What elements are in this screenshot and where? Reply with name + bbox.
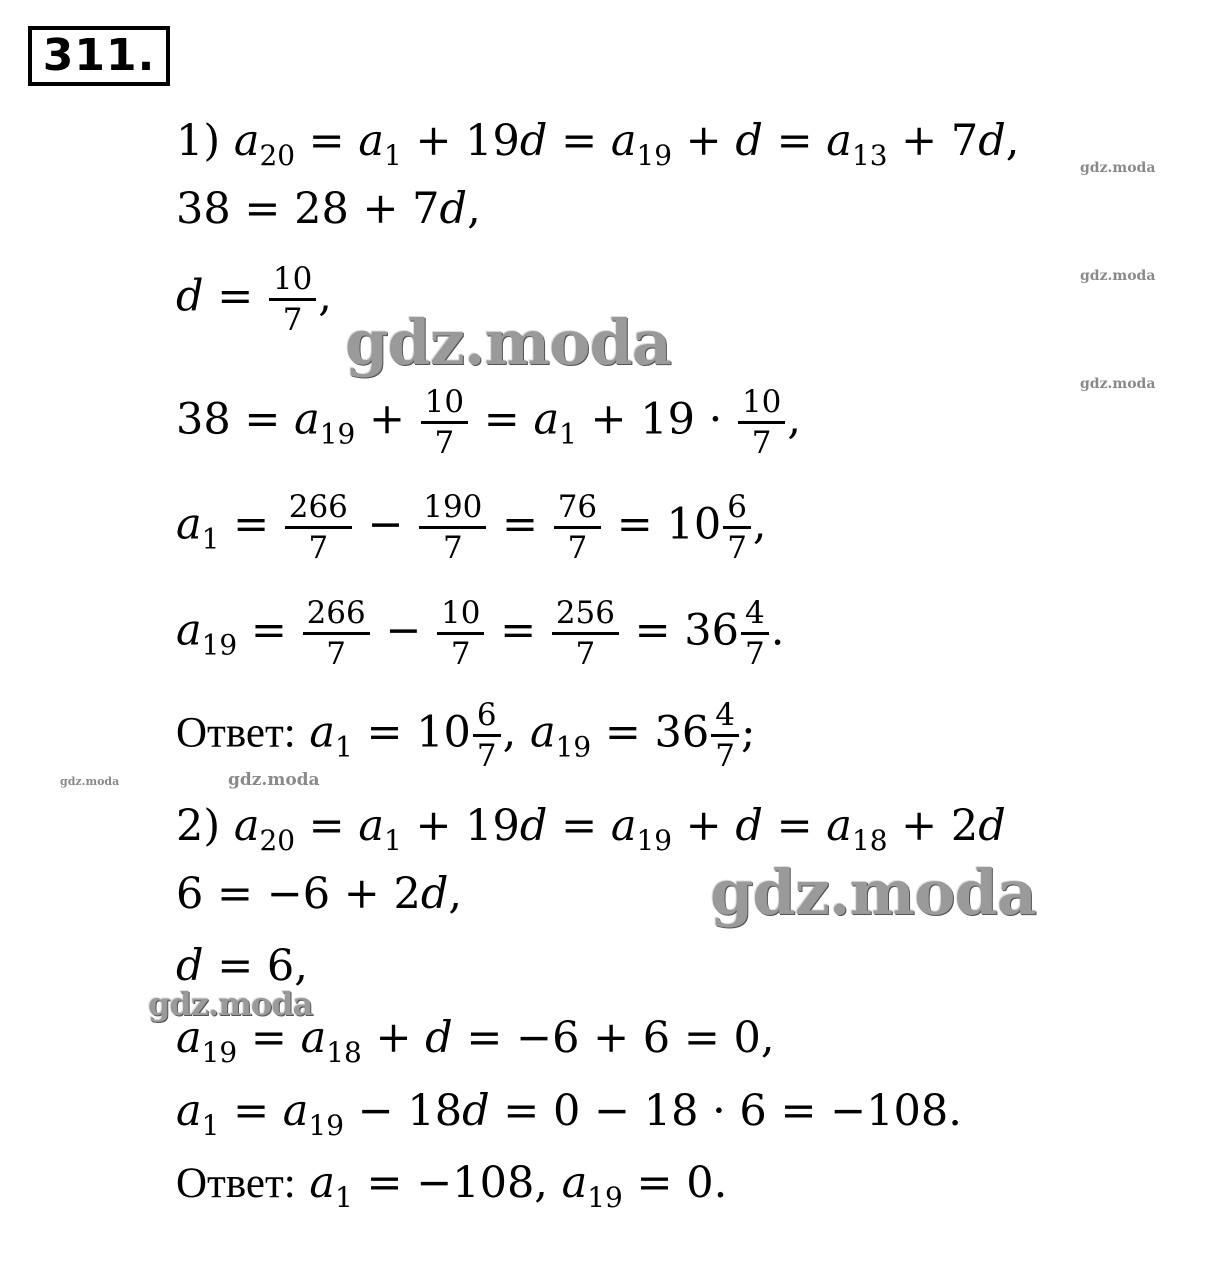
watermark-small: gdz.moda bbox=[228, 770, 320, 790]
part2-equation-3: d = 6, bbox=[176, 941, 308, 991]
part1-equation-4: $38 = a_{19}$ + $\frac{10}{7}$ = $a_1 + 19$ · $\frac{10}{7}$ , bbox=[176, 384, 802, 462]
problem-number-box bbox=[28, 26, 170, 86]
watermark-large: gdz.moda bbox=[710, 856, 1036, 929]
part1-equation-6: $a_{19}$ = $\frac{266}{7}$ − $\frac{10}{7}$ = $\frac{256}{7}$ = 36 $\frac{4}{7}$ . bbox=[176, 595, 785, 673]
problem-number: 311. bbox=[42, 30, 156, 81]
watermark-small: gdz.moda bbox=[1080, 376, 1156, 392]
watermark-small: gdz.moda bbox=[1080, 268, 1156, 284]
part2-equation-2: 6 = −6 + 2d, bbox=[176, 869, 463, 919]
watermark-medium: gdz.moda bbox=[148, 985, 313, 1023]
part2-equation-5: $a_1 = a_{19} - 18d = 0 - 18 \cdot 6 = -108$. bbox=[176, 1086, 962, 1142]
part2-answer: Ответ: $a_1 = -108$, $a_{19} = 0$. bbox=[176, 1158, 728, 1214]
part2-equation-1: 2) $a_{20} = a_1 + 19d = a_{19} + d = a_{18} + 2d$ bbox=[176, 801, 1006, 857]
part2-equation-4: $a_{19} = a_{18} + d = -6 + 6 = 0$, bbox=[176, 1013, 775, 1069]
watermark-small: gdz.moda bbox=[1080, 160, 1156, 176]
part1-equation-5: $a_1$ = $\frac{266}{7}$ − $\frac{190}{7}$ = $\frac{76}{7}$ = 10 $\frac{6}{7}$ , bbox=[176, 489, 767, 567]
part1-answer: Ответ: $a_1 = 10$ $\frac{6}{7}$ , $a_{19} = 36$ $\frac{4}{7}$ ; bbox=[176, 697, 756, 775]
part1-equation-1: 1) $a_{20} = a_1 + 19d = a_{19} + d = a_{13} + 7d$, bbox=[176, 116, 1020, 172]
watermark-large: gdz.moda bbox=[345, 306, 671, 379]
watermark-small: gdz.moda bbox=[60, 775, 120, 788]
fraction: $\frac{10}{7}$ bbox=[269, 262, 316, 337]
part1-equation-3: d = $\frac{10}{7}$ , bbox=[176, 261, 332, 339]
part1-equation-2: 38 = 28 + 7d, bbox=[176, 184, 481, 234]
